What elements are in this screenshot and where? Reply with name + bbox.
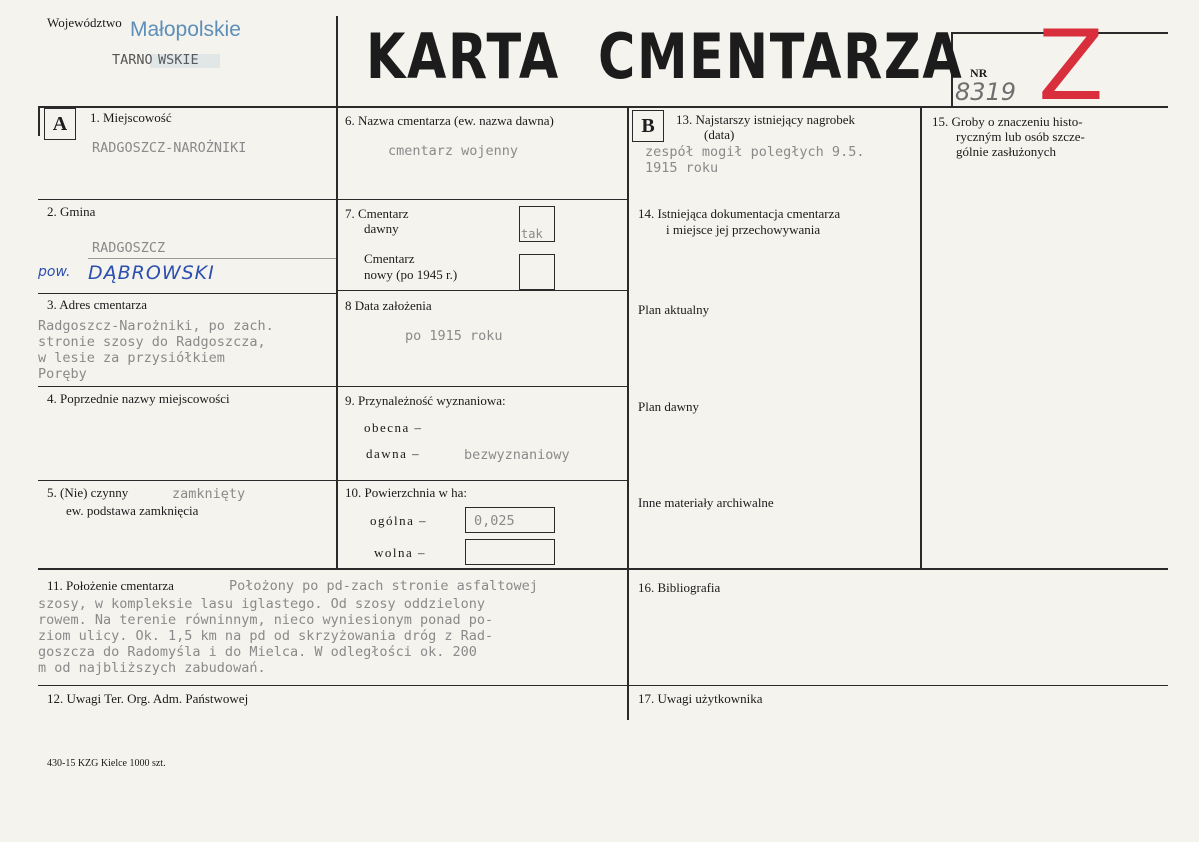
f6-value: cmentarz wojenny [388, 143, 519, 159]
f8-label: 8 Data założenia [345, 298, 432, 313]
f13-value-line-2: 1915 roku [645, 160, 719, 176]
f10-total-value: 0,025 [474, 513, 515, 529]
f9-label: 9. Przynależność wyznaniowa: [345, 393, 506, 408]
f13-label-2: (data) [704, 127, 735, 142]
f3-value-line-3: w lesie za przysiółkiem [38, 350, 225, 366]
f13-value-line-1: zespół mogił poległych 9.5. [645, 144, 865, 160]
rule-a-2b [336, 290, 628, 291]
f10-free: wolna – [374, 545, 427, 560]
f5-label: 5. (Nie) czynny [47, 485, 129, 500]
f7b-label-2: nowy (po 1945 r.) [364, 267, 458, 282]
rule-a-1 [38, 199, 628, 200]
f9-past-value: bezwyznaniowy [464, 447, 570, 463]
f13-label-1: 13. Najstarszy istniejący nagrobek [676, 112, 856, 127]
f7-checkbox-new[interactable] [519, 254, 555, 290]
district-typed: TARNO [112, 52, 153, 68]
f2-hand-value: DĄBROWSKI [88, 262, 215, 284]
f7-label-2: dawny [364, 221, 399, 236]
f11-line-5: m od najbliższych zabudowań. [38, 660, 266, 676]
district-stamp: WSKIE [158, 52, 199, 68]
rule-bottom-1 [38, 568, 1168, 570]
rule-v-right [920, 106, 922, 568]
f7b-label-1: Cmentarz [364, 251, 415, 266]
f5-value: zamknięty [172, 486, 246, 502]
rule-a-4 [38, 480, 628, 481]
f2-value: RADGOSZCZ [92, 240, 166, 256]
rule-bottom-2 [38, 685, 1168, 686]
f16-label: 16. Bibliografia [638, 580, 721, 595]
f11-line-1: szosy, w kompleksie lasu iglastego. Od szosy oddzielony [38, 596, 486, 612]
f15-line-3: gólnie zasłużonych [956, 144, 1056, 159]
f3-value-line-1: Radgoszcz-Narożniki, po zach. [38, 318, 274, 334]
f3-value-line-2: stronie szosy do Radgoszcza, [38, 334, 266, 350]
f10-label: 10. Powierzchnia w ha: [345, 485, 468, 500]
f9-past: dawna – [366, 446, 421, 461]
district-stamp-mark [150, 54, 220, 68]
rule-a-3 [38, 386, 628, 387]
rule-header-bottom [38, 106, 1168, 108]
f10-total: ogólna – [370, 513, 428, 528]
rule-a-2 [38, 293, 336, 294]
f11-line-2: rowem. Na terenie równinnym, nieco wyniesionym ponad po- [38, 612, 494, 628]
f14-label-2: i miejsce jej przechowywania [666, 222, 821, 237]
print-note: 430-15 KZG Kielce 1000 szt. [47, 758, 166, 769]
f15-line-2: ryczným lub osób szcze- [956, 129, 1085, 144]
card-title-cmentarza: CMENTARZA [598, 20, 964, 93]
f8-value: po 1915 roku [405, 328, 503, 344]
f11-label: 11. Położenie cmentarza [47, 578, 174, 593]
f3-value-line-4: Poręby [38, 366, 87, 382]
f14-label-1: 14. Istniejąca dokumentacja cmentarza [638, 206, 841, 221]
f11-line-4: goszcza do Radomyśla i do Mielca. W odległości ok. 200 [38, 644, 477, 660]
voivodeship-label: Województwo [47, 15, 122, 30]
f11-line-3: ziom ulicy. Ok. 1,5 km na pd od skrzyżowania dróg z Rad- [38, 628, 494, 644]
nr-label: NR [970, 66, 988, 80]
card-title-karta: KARTA [366, 20, 560, 93]
f9-now: obecna – [364, 420, 423, 435]
f7-label-1: 7. Cmentarz [345, 206, 409, 221]
nr-value: 8319 [955, 78, 1017, 106]
plan-past-label: Plan dawny [638, 399, 700, 414]
f12-label: 12. Uwagi Ter. Org. Adm. Państwowej [47, 691, 249, 706]
section-b-marker: B [632, 110, 664, 142]
plan-current-label: Plan aktualny [638, 302, 710, 317]
rule-top-left [38, 106, 40, 136]
f1-value: RADGOSZCZ-NAROŻNIKI [92, 140, 247, 156]
section-a-marker: A [44, 108, 76, 140]
f4-label: 4. Poprzednie nazwy miejscowości [47, 391, 230, 406]
other-materials-label: Inne materiały archiwalne [638, 495, 774, 510]
f2-label: 2. Gmina [47, 204, 96, 219]
f1-label: 1. Miejscowość [90, 110, 172, 125]
f3-label: 3. Adres cmentarza [47, 297, 147, 312]
f17-label: 17. Uwagi użytkownika [638, 691, 763, 706]
f6-label: 6. Nazwa cmentarza (ew. nazwa dawna) [345, 113, 554, 128]
f15-line-1: 15. Groby o znaczeniu histo- [932, 114, 1083, 129]
f10-free-box[interactable] [465, 539, 555, 565]
f7-value: tak [521, 227, 543, 241]
category-letter: Z [1038, 10, 1104, 122]
voivodeship-stamp: Małopolskie [130, 18, 241, 41]
f11-first-line: Położony po pd-zach stronie asfaltowej [229, 578, 538, 594]
rule-v-left [336, 16, 338, 568]
f2-hand-prefix: pow. [38, 264, 71, 280]
f2-hand-underline [88, 258, 336, 259]
f5-sub: ew. podstawa zamknięcia [66, 503, 199, 518]
